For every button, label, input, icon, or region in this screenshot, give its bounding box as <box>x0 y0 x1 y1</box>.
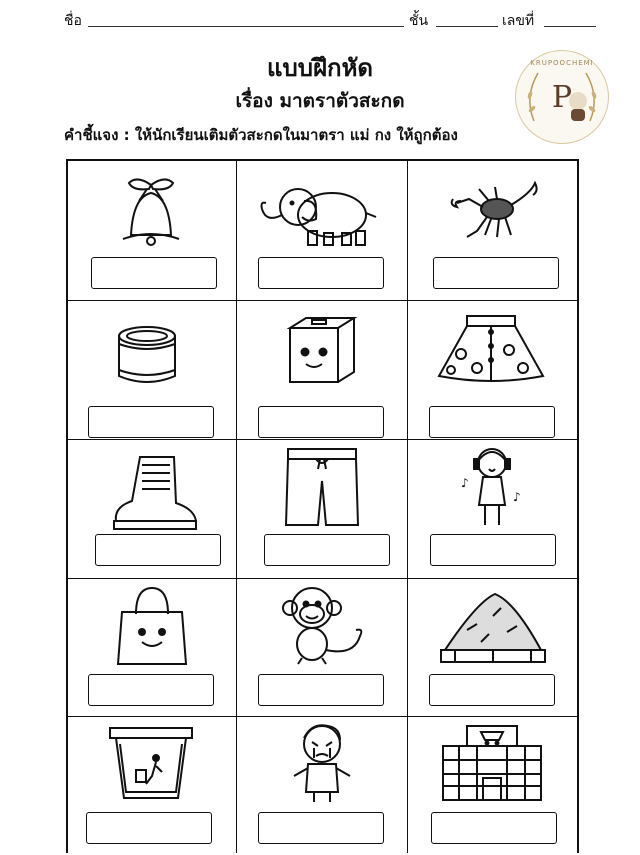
worksheet-cell-skirt <box>407 300 577 439</box>
page-subtitle: เรื่อง มาตราตัวสะกด <box>235 90 405 112</box>
worksheet-cell-monkey <box>236 578 407 716</box>
answer-box-8[interactable] <box>264 534 390 566</box>
brand-name: KRUPOOCHEMI <box>530 59 594 67</box>
worksheet-grid <box>66 159 579 853</box>
bell-icon <box>111 173 191 249</box>
brand-logo <box>515 50 609 144</box>
answer-box-2[interactable] <box>258 257 384 289</box>
worksheet-cell-scorpion <box>407 161 577 300</box>
class-field[interactable] <box>436 26 498 27</box>
worksheet-cell-crying-boy <box>236 716 407 855</box>
answer-box-1[interactable] <box>91 257 217 289</box>
answer-box-11[interactable] <box>258 674 384 706</box>
worksheet-cell-box <box>236 300 407 439</box>
mall-icon <box>437 720 547 804</box>
bag-icon <box>112 584 192 668</box>
scorpion-icon <box>439 179 549 249</box>
worksheet-cell-elephant <box>236 161 407 300</box>
boot-icon <box>110 451 200 531</box>
name-label: ชื่อ <box>64 13 82 29</box>
monkey-icon <box>272 582 372 666</box>
skirt-icon <box>431 310 551 390</box>
answer-box-10[interactable] <box>88 674 214 706</box>
shorts-icon <box>282 445 362 529</box>
answer-box-3[interactable] <box>433 257 559 289</box>
answer-box-12[interactable] <box>429 674 555 706</box>
answer-box-4[interactable] <box>88 406 214 438</box>
answer-box-14[interactable] <box>258 812 384 844</box>
brand-monogram: P <box>551 79 573 115</box>
worksheet-cell-mall <box>407 716 577 855</box>
svg-text:♪: ♪ <box>461 476 469 490</box>
answer-box-7[interactable] <box>95 534 221 566</box>
haystack-icon <box>437 586 547 666</box>
elephant-icon <box>252 179 382 249</box>
singing-girl-icon <box>457 443 527 529</box>
can-icon <box>112 322 182 392</box>
number-field[interactable] <box>544 26 596 27</box>
worksheet-cell-bell <box>68 161 236 300</box>
worksheet-cell-singing-girl <box>407 439 577 578</box>
worksheet-cell-can <box>68 300 236 439</box>
svg-text:♪: ♪ <box>513 490 521 504</box>
answer-box-5[interactable] <box>258 406 384 438</box>
name-field[interactable] <box>88 26 404 27</box>
worksheet-cell-boot <box>68 439 236 578</box>
answer-box-9[interactable] <box>430 534 556 566</box>
worksheet-cell-bag <box>68 578 236 716</box>
answer-box-13[interactable] <box>86 812 212 844</box>
box-icon <box>280 310 364 390</box>
instruction-text: คำชี้แจง : ให้นักเรียนเติมตัวสะกดในมาตรา แม่ กง ให้ถูกต้อง <box>64 126 458 144</box>
worksheet-cell-haystack <box>407 578 577 716</box>
worksheet-cell-trash-bin <box>68 716 236 855</box>
trash-bin-icon <box>106 722 196 802</box>
answer-box-6[interactable] <box>429 406 555 438</box>
class-label: ชั้น <box>409 13 429 29</box>
page-title: แบบฝึกหัด <box>267 54 373 82</box>
worksheet-cell-shorts <box>236 439 407 578</box>
answer-box-15[interactable] <box>431 812 557 844</box>
crying-boy-icon <box>284 720 360 804</box>
number-label: เลขที่ <box>502 13 535 29</box>
